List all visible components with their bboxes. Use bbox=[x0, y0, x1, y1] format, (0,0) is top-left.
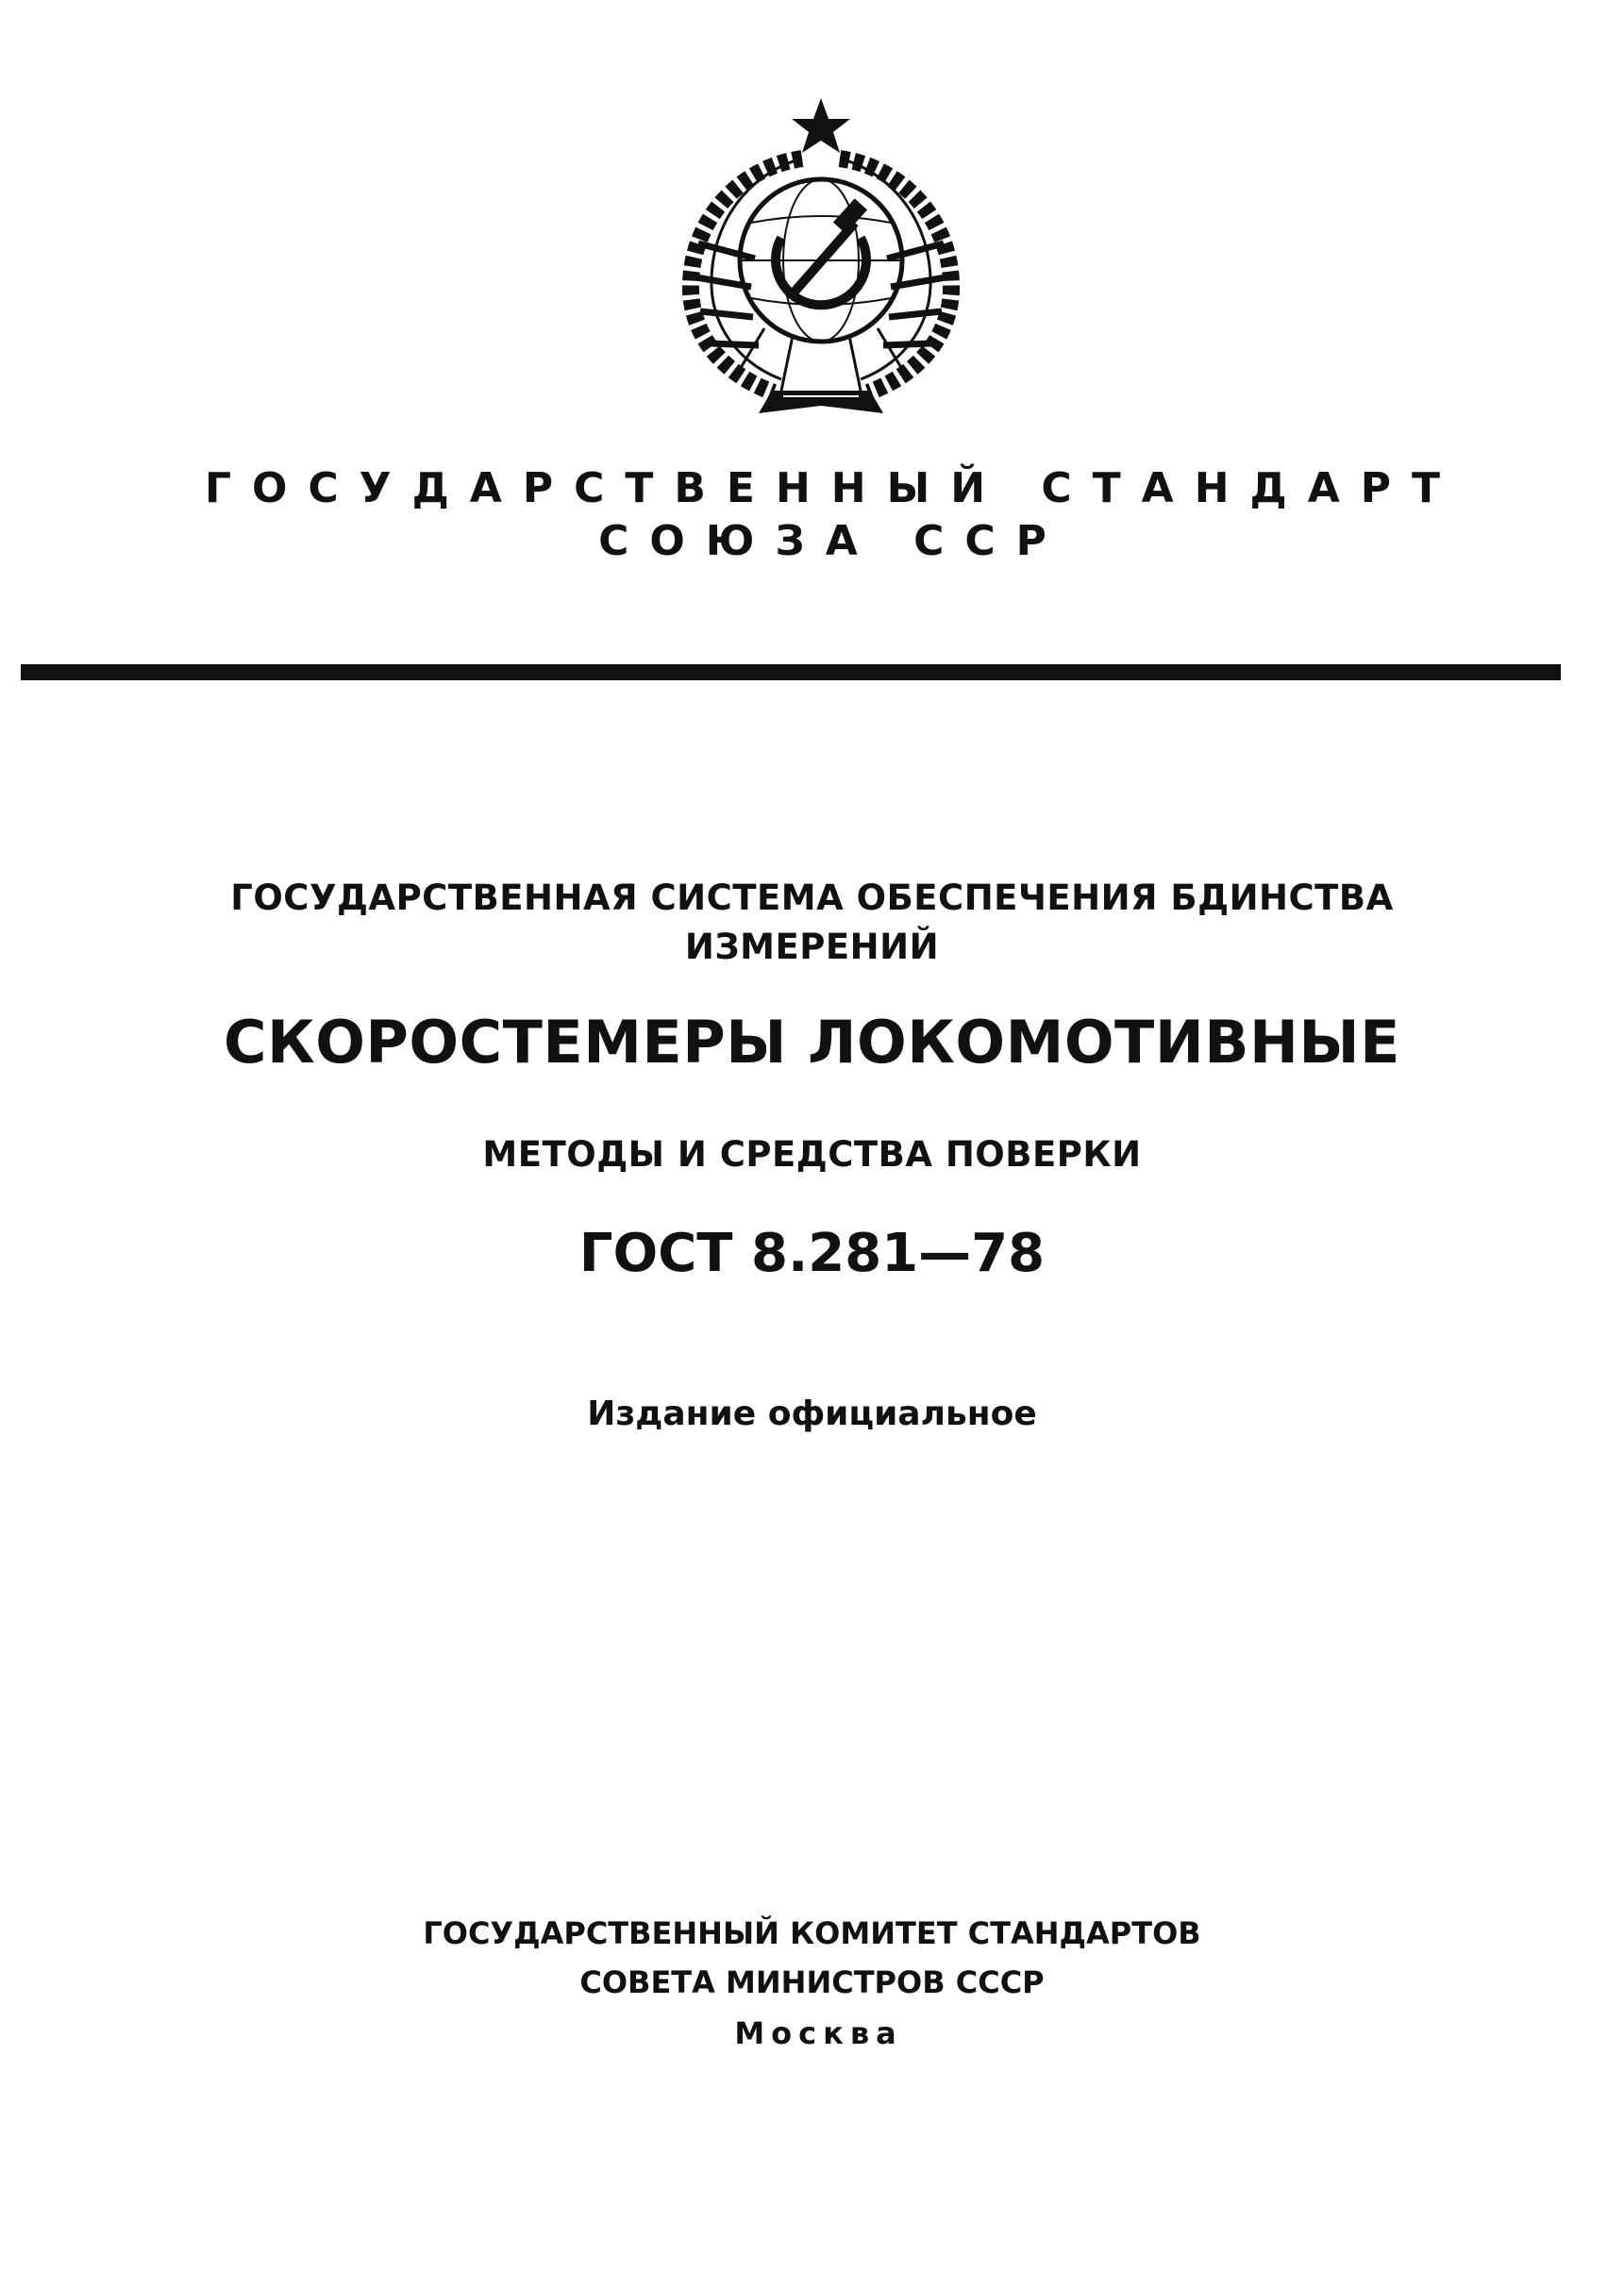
header-line-1: ГОСУДАРСТВЕННЫЙ СТАНДАРТ bbox=[204, 464, 1462, 512]
publisher-line-1: ГОСУДАРСТВЕННЫЙ КОМИТЕТ СТАНДАРТОВ bbox=[423, 1915, 1201, 1951]
publisher-city: Москва bbox=[734, 2015, 903, 2051]
publisher-line-2: СОВЕТА МИНИСТРОВ СССР bbox=[579, 1964, 1045, 2000]
series-title-line-1: ГОСУДАРСТВЕННАЯ СИСТЕМА ОБЕСПЕЧЕНИЯ БДИНСТВА bbox=[230, 877, 1394, 918]
standard-number: ГОСТ 8.281—78 bbox=[578, 1223, 1046, 1284]
horizontal-rule bbox=[21, 664, 1561, 680]
series-title-line-2: ИЗМЕРЕНИЙ bbox=[684, 927, 940, 967]
ussr-state-emblem-icon bbox=[661, 92, 981, 428]
header-line-2: СОЮЗА ССР bbox=[598, 517, 1067, 565]
edition-note: Издание официальное bbox=[587, 1395, 1037, 1433]
document-title: СКОРОСТЕМЕРЫ ЛОКОМОТИВНЫЕ bbox=[224, 1008, 1400, 1077]
document-subtitle: МЕТОДЫ И СРЕДСТВА ПОВЕРКИ bbox=[482, 1134, 1142, 1175]
